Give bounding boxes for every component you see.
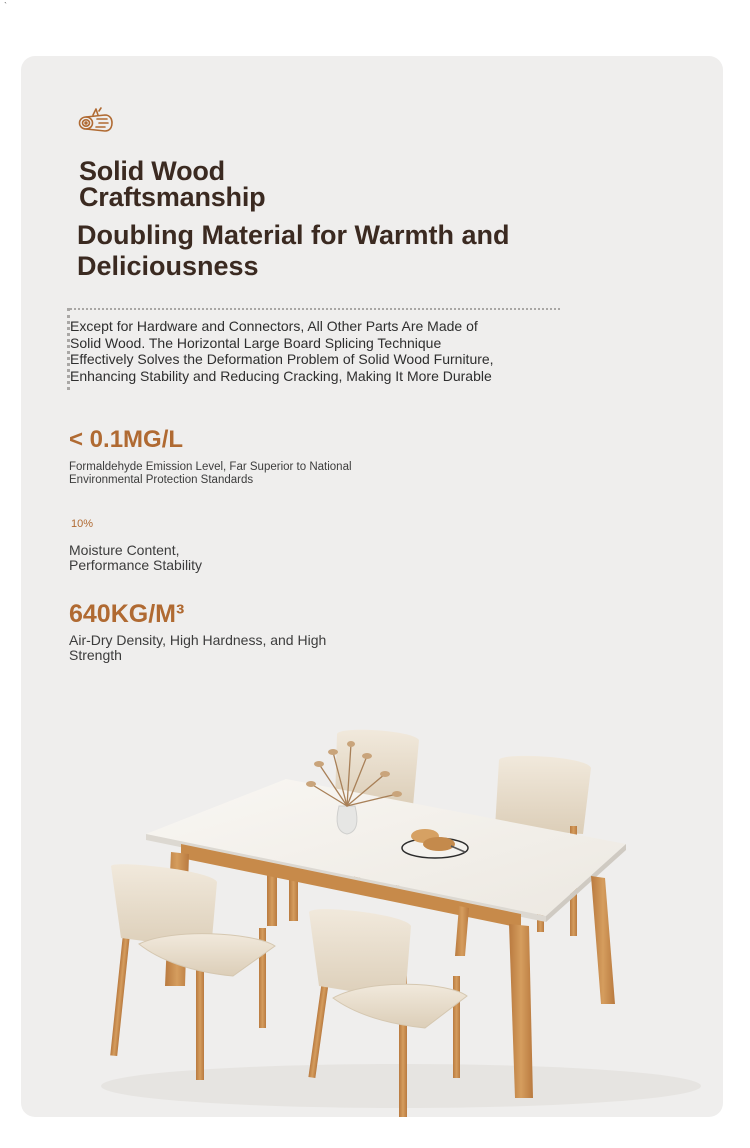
title-line-2: Craftsmanship bbox=[79, 182, 266, 212]
table-leg-back-right bbox=[591, 876, 615, 1004]
stat-label-line-1: Formaldehyde Emission Level, Far Superior to National bbox=[69, 461, 352, 473]
stat-value: 10% bbox=[71, 518, 94, 530]
stat-density bbox=[69, 602, 326, 663]
description-line-1: Except for Hardware and Connectors, All Other Parts Are Made of bbox=[70, 318, 478, 334]
page-subtitle bbox=[77, 220, 577, 282]
stat-label-line-1: Air-Dry Density, High Hardness, and High bbox=[69, 632, 327, 648]
subtitle-line-2: Deliciousness bbox=[77, 251, 259, 281]
product-feature-card bbox=[21, 56, 723, 1117]
stat-formaldehyde bbox=[69, 428, 352, 487]
stat-label bbox=[69, 461, 352, 487]
stat-label-line-2: Environmental Protection Standards bbox=[69, 474, 254, 486]
stat-value: 640KG/M³ bbox=[69, 600, 185, 628]
description-block bbox=[67, 308, 567, 390]
title-line-1: Solid Wood bbox=[79, 156, 225, 186]
stat-value: < 0.1MG/L bbox=[69, 426, 184, 453]
stat-label-line-1: Moisture Content, bbox=[69, 542, 180, 558]
subtitle-line-1: Doubling Material for Warmth and bbox=[77, 220, 510, 250]
description-line-3: Effectively Solves the Deformation Problem of Solid Wood Furniture, bbox=[70, 351, 494, 367]
description-text bbox=[70, 318, 570, 384]
stat-moisture bbox=[69, 519, 202, 573]
page-title bbox=[79, 158, 549, 210]
stat-label bbox=[69, 543, 202, 573]
description-line-4: Enhancing Stability and Reducing Cracking, Making It More Durable bbox=[70, 367, 492, 384]
description-line-2: Solid Wood. The Horizontal Large Board Splicing Technique bbox=[70, 334, 442, 351]
stat-label-line-2: Strength bbox=[69, 647, 122, 663]
chair-front-left bbox=[110, 864, 275, 1080]
corner-mark: ` bbox=[4, 1, 7, 11]
wood-log-icon bbox=[77, 106, 115, 136]
stat-label-line-2: Performance Stability bbox=[69, 557, 203, 573]
dining-set-image bbox=[21, 656, 723, 1117]
